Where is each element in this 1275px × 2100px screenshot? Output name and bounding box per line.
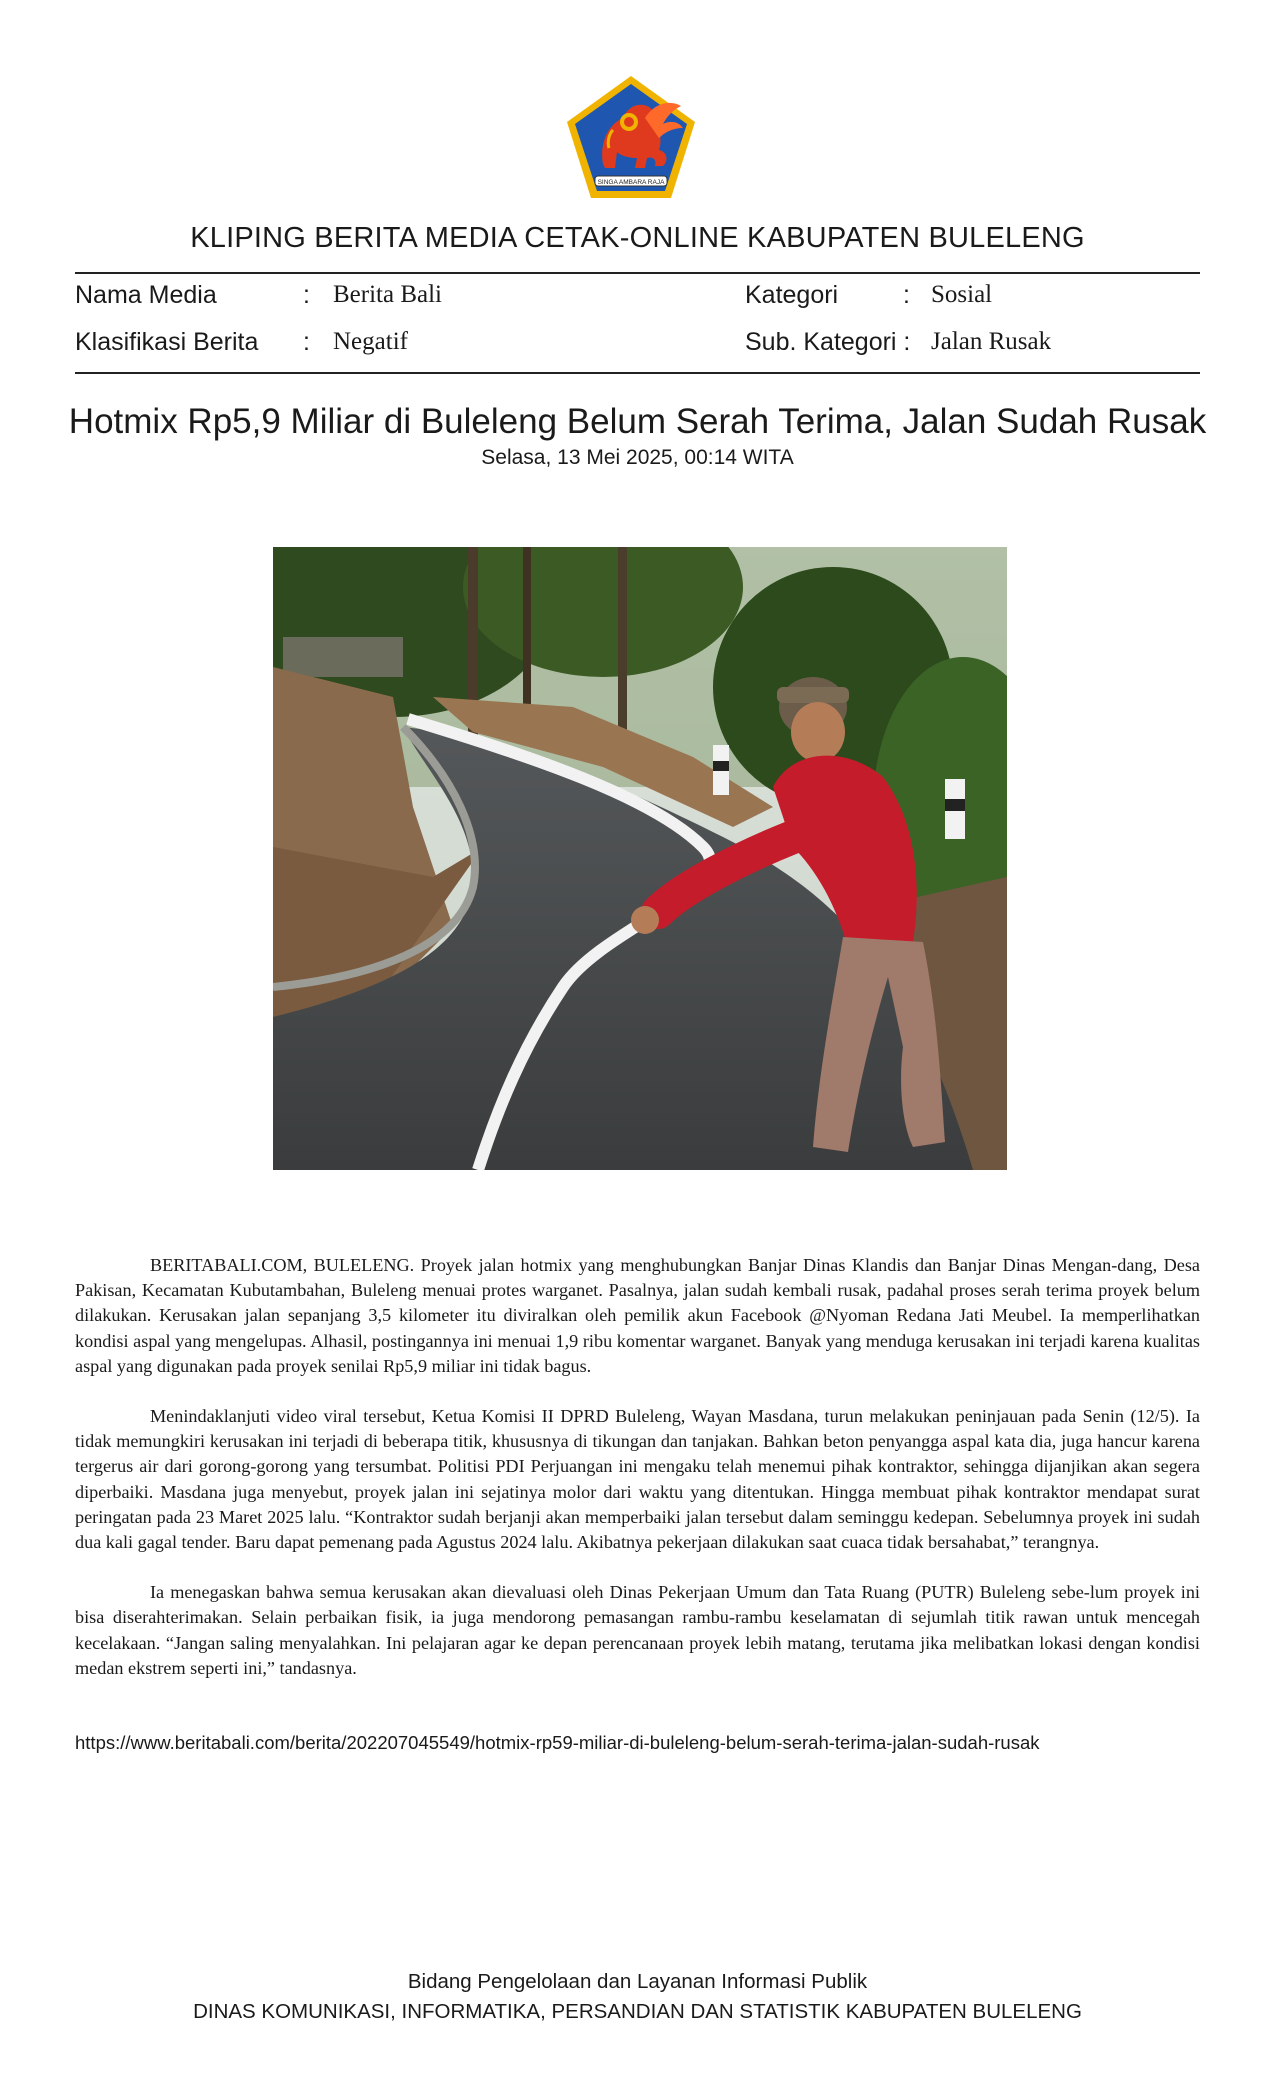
footer-department: DINAS KOMUNIKASI, INFORMATIKA, PERSANDIAN DAN STATISTIK KABUPATEN BULELENG [193,2000,1082,2023]
sub-kategori-label: Sub. Kategori : [745,328,911,356]
sub-kategori-value: Jalan Rusak [931,328,1052,355]
article-photo [273,547,1007,1170]
document-header-title: KLIPING BERITA MEDIA CETAK-ONLINE KABUPATEN BULELENG [190,222,1085,254]
klasifikasi-berita-value: Negatif [333,328,408,355]
kategori-value: Sosial [931,281,993,308]
nama-media-label: Nama Media [75,281,217,309]
article-title: Hotmix Rp5,9 Miliar di Buleleng Belum Serah Terima, Jalan Sudah Rusak [68,402,1207,441]
article-paragraph-2: Menindaklanjuti video viral tersebut, Ketua Komisi II DPRD Buleleng, Wayan Masdana, turun melakukan peninjauan pada Senin (12/5). Ia tidak memungkiri kerusakan ini terjadi di beberapa titik, khususnya di tikungan dan tanjakan. Bahkan beton penyangga aspal kata dia, juga hancur karena tergerus air dari gorong-gorong yang tersumbat. Politisi PDI Perjuangan ini mengaku telah menemui pihak kontraktor, sehingga dijanjikan akan segera diperbaiki. Masdana juga menyebut, proyek jalan ini sejatinya molor dari waktu yang ditentukan. Hingga membuat pihak kontraktor mendapat surat peringatan pada 23 Maret 2025 lalu. “Kontraktor sudah berjanji akan memperbaiki jalan tersebut dalam seminggu kedepan. Sebelumnya proyek ini sudah dua kali gagal tender. Baru dapat pemenang pada Agustus 2024 lalu. Akibatnya pekerjaan dilakukan saat cuaca tidak bersahabat,” terangnya. [75,1406,1200,1553]
klasifikasi-berita-colon: : [303,328,310,356]
singa-ambara-raja-logo [563,72,699,202]
article-paragraph-1: BERITABALI.COM, BULELENG. Proyek jalan hotmix yang menghubungkan Banjar Dinas Klandis dan Banjar Dinas Mengan-dang, Desa Pakisan, Kecamatan Kubutambahan, Buleleng menuai protes warganet. Pasalnya, jalan sudah kembali rusak, padahal proses serah terima proyek belum dilakukan. Kerusakan jalan sepanjang 3,5 kilometer itu diviralkan oleh pemilik akun Facebook @Nyoman Redana Jati Meubel. Ia memperlihatkan kondisi aspal yang mengelupas. Alhasil, postingannya ini menuai 1,9 ribu komentar warganet. Banyak yang menduga kerusakan ini terjadi karena kualitas aspal yang digunakan pada proyek senilai Rp5,9 miliar ini tidak bagus. [75,1255,1200,1376]
klasifikasi-berita-label: Klasifikasi Berita [75,328,259,356]
article-paragraph-3: Ia menegaskan bahwa semua kerusakan akan dievaluasi oleh Dinas Pekerjaan Umum dan Tata Ruang (PUTR) Buleleng sebe-lum proyek ini bisa diserahterimakan. Selain perbaikan fisik, ia juga mendorong pemasangan rambu-rambu keselamatan di sejumlah titik rawan untuk mencegah kecelakaan. “Jangan saling menyalahkan. Ini pelajaran agar ke depan perencanaan proyek lebih matang, terutama jika melibatkan lokasi dengan kondisi medan ekstrem seperti ini,” tandasnya. [75,1582,1200,1678]
kategori-label: Kategori [745,281,839,309]
footer-division: Bidang Pengelolaan dan Layanan Informasi Publik [407,1970,868,1993]
header-divider-top [75,272,1200,274]
article-body [75,1253,1200,1706]
source-url: https://www.beritabali.com/berita/202207045549/hotmix-rp59-miliar-di-buleleng-belum-serah-terima-jalan-sudah-rusak [75,1732,1040,1753]
nama-media-value: Berita Bali [333,281,442,308]
article-date: Selasa, 13 Mei 2025, 00:14 WITA [481,446,794,469]
kategori-colon: : [903,281,910,309]
nama-media-colon: : [303,281,310,309]
header-divider-bottom [75,372,1200,374]
logo-motto: SINGA AMBARA RAJA [597,179,665,186]
